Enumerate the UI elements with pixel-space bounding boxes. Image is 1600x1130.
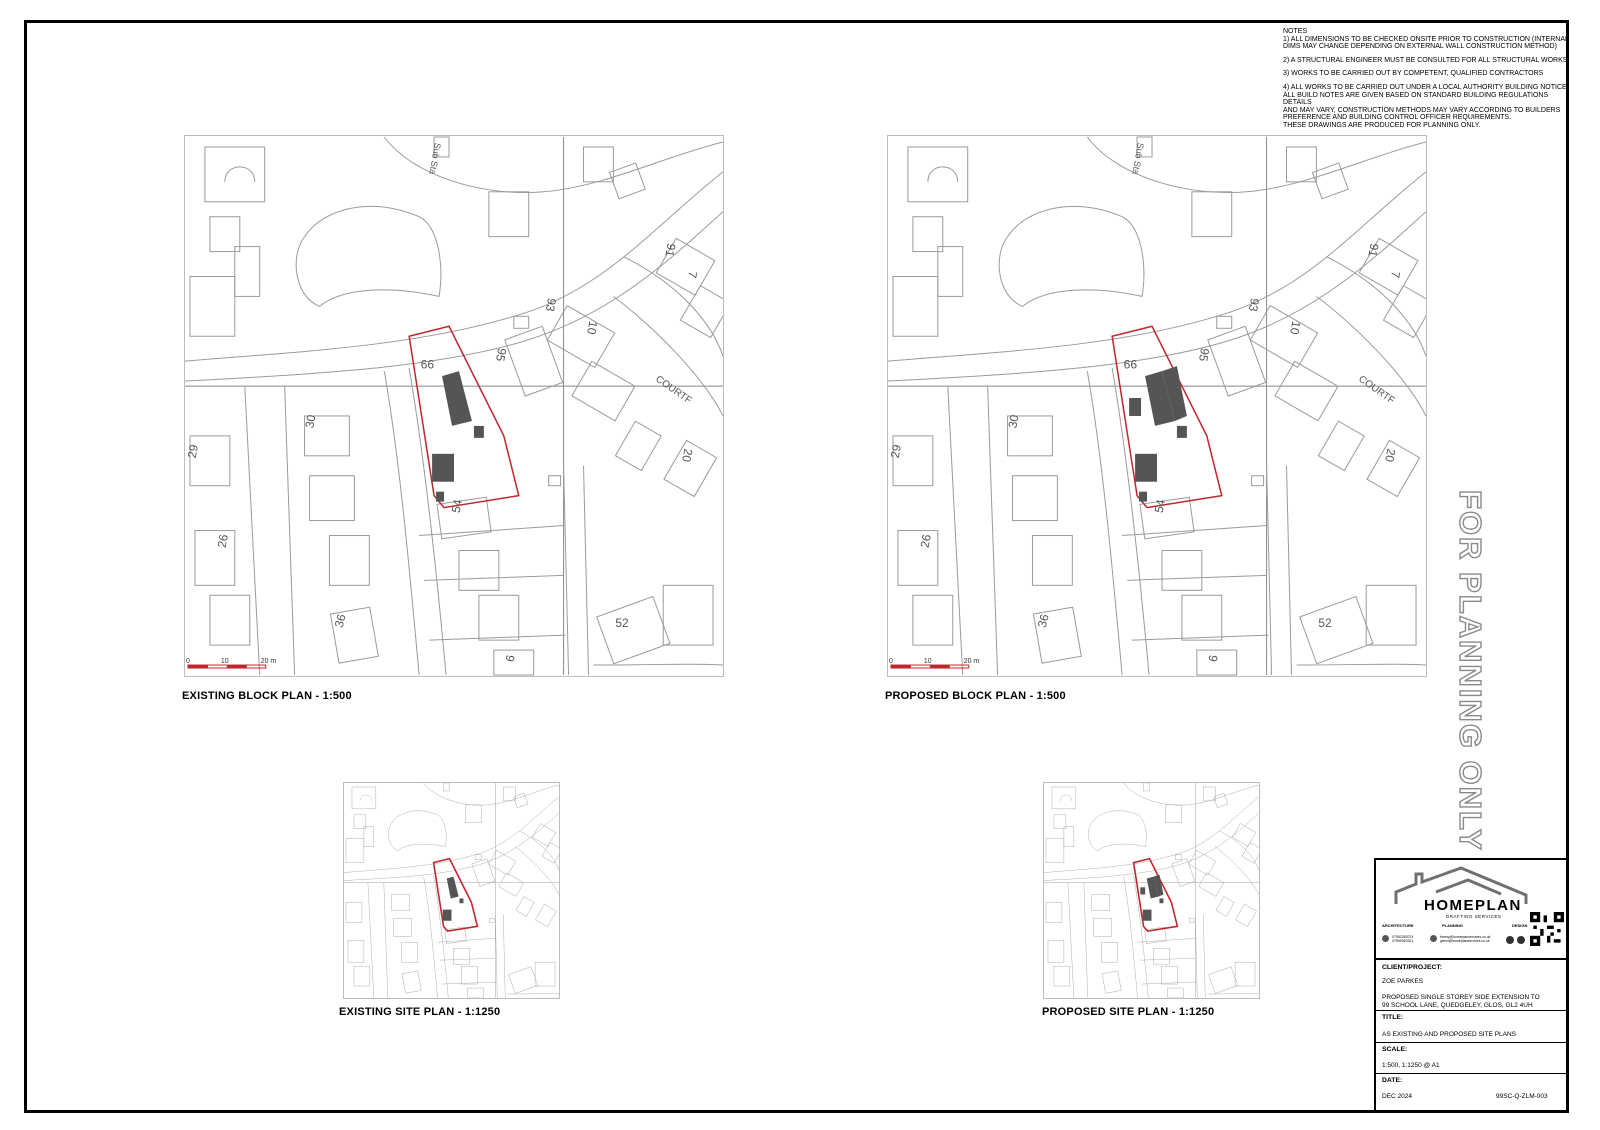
existing-block-plan-drawing <box>185 136 723 676</box>
plot-number: 10 <box>584 320 601 336</box>
plot-number: 10 <box>1287 320 1304 336</box>
scale-10: 10 <box>220 658 229 666</box>
scale-value: 1:500, 1:1250 @ A1 <box>1382 1062 1440 1069</box>
phone-1: 07552282074 <box>1392 935 1414 939</box>
project-description: PROPOSED SINGLE STOREY SIDE EXTENSION TO 99 SCHOOL LANE, QUEDGELEY, GLOS, GL2 4UH <box>1382 994 1540 1009</box>
plot-number: 30 <box>1005 413 1022 430</box>
date-value: DEC 2024 <box>1382 1093 1412 1100</box>
scale-label: SCALE: <box>1382 1046 1408 1053</box>
plot-number: 91 <box>1365 242 1382 258</box>
plot-number: 9 <box>1205 653 1221 663</box>
title-label: TITLE: <box>1382 1014 1404 1021</box>
email-icon <box>1430 935 1437 942</box>
proposed-site-plan-map <box>1043 782 1260 999</box>
note-1: 1) ALL DIMENSIONS TO BE CHECKED ONSITE PRIOR TO CONSTRUCTION (INTERNAL DIMS MAY CHANGE DEPENDING ON EXTERNAL WALL CONSTRUCTION METHOD) <box>1283 35 1569 51</box>
plot-number: 95 <box>493 346 510 363</box>
title-value: AS EXISTING AND PROPOSED SITE PLANS <box>1382 1031 1517 1038</box>
plot-number: 52 <box>1318 616 1332 631</box>
phone-numbers <box>1392 935 1413 943</box>
plot-number: 29 <box>888 443 904 460</box>
street-label: COURTF <box>653 373 694 407</box>
plot-number: 30 <box>302 413 319 430</box>
plot-number: 20 <box>1382 447 1399 464</box>
proposed-buildings <box>1140 875 1163 921</box>
plot-number: 26 <box>917 533 934 549</box>
divider <box>1376 1042 1566 1043</box>
plot-number: 29 <box>185 443 201 460</box>
plot-number: 93 <box>1245 297 1262 313</box>
phone-icon <box>1382 935 1389 942</box>
title-block <box>1374 858 1566 1110</box>
plot-number: 7 <box>1387 270 1403 280</box>
existing-site-plan-drawing <box>344 783 559 998</box>
phone-2: 07599363321 <box>1392 939 1414 944</box>
proposed-block-plan-map <box>887 135 1427 677</box>
note-2: 2) A STRUCTURAL ENGINEER MUST BE CONSULTED FOR ALL STRUCTURAL WORKS <box>1283 56 1568 64</box>
plot-number: 93 <box>542 297 559 313</box>
plot-number: 9 <box>502 653 518 663</box>
scale-0: 0 <box>888 658 893 666</box>
qr-code-icon <box>1530 912 1564 946</box>
facebook-icon <box>1506 936 1514 944</box>
plot-number: 95 <box>1196 346 1213 363</box>
plot-number: 54 <box>448 498 465 514</box>
substation-label: Sub Sta <box>1130 142 1146 176</box>
existing-site-plan-label: EXISTING SITE PLAN - 1:1250 <box>339 1006 501 1018</box>
client-name: ZOE PARKES <box>1382 978 1424 985</box>
scale-20: 20 m <box>260 658 277 666</box>
for-planning-only-stamp: FOR PLANNING ONLY <box>1453 490 1488 852</box>
plot-number: 36 <box>331 612 349 630</box>
scale-10: 10 <box>923 658 932 666</box>
existing-buildings <box>443 877 464 921</box>
existing-buildings <box>432 371 484 502</box>
existing-block-plan-label: EXISTING BLOCK PLAN - 1:500 <box>182 690 352 702</box>
divider <box>1376 1010 1566 1011</box>
existing-block-plan-map <box>184 135 724 677</box>
scale-bar <box>889 658 979 668</box>
client-label: CLIENT/PROJECT: <box>1382 964 1443 971</box>
plot-number: 20 <box>679 447 696 464</box>
plot-number: 99 <box>420 357 435 372</box>
email-1: timmy@homeplanservices.co.uk <box>1440 935 1491 939</box>
substation-label: Sub Sta <box>427 142 443 176</box>
company-logo-area <box>1376 860 1566 960</box>
email-2: glenn@homeplanservices.co.uk <box>1440 939 1490 944</box>
plot-number: 7 <box>684 270 700 280</box>
plot-number: 36 <box>1034 612 1052 630</box>
proposed-site-plan-drawing <box>1044 783 1259 998</box>
plot-number: 91 <box>662 242 679 258</box>
plot-number: 99 <box>1123 357 1138 372</box>
service-architecture: ARCHITECTURE <box>1382 923 1414 928</box>
plot-number: 26 <box>214 533 231 549</box>
plot-number: 52 <box>615 616 629 631</box>
instagram-icon <box>1517 936 1525 944</box>
notes-heading: NOTES <box>1283 28 1308 35</box>
proposed-block-plan-drawing <box>888 136 1426 676</box>
scale-20: 20 m <box>963 658 980 666</box>
scale-0: 0 <box>185 658 190 666</box>
service-planning: PLANNING <box>1442 923 1463 928</box>
email-addresses <box>1440 935 1490 943</box>
scale-bar <box>186 658 276 668</box>
note-4: 4) ALL WORKS TO BE CARRIED OUT UNDER A LOCAL AUTHORITY BUILDING NOTICE ALL BUILD NOTES ARE GIVEN BASED ON STANDARD BUILDING REGULATIONS DETAILS AND MAY VARY, CONSTRUCTION METHODS MAY VARY ACCORDING TO BUILDERS PREFERENCE AND BUILDING CONTROL OFFICER REQUIREMENTS. THESE DRAWINGS ARE PRODUCED FOR PLANNING ONLY. <box>1283 83 1567 129</box>
drawing-number: 99SC-Q-ZLM-003 <box>1496 1093 1548 1100</box>
brand-subtitle: DRAFTING SERVICES <box>1446 914 1502 919</box>
plot-number: 54 <box>1151 498 1168 514</box>
proposed-site-plan-label: PROPOSED SITE PLAN - 1:1250 <box>1042 1006 1215 1018</box>
brand-name: HOMEPLAN <box>1424 897 1522 914</box>
date-label: DATE: <box>1382 1077 1403 1084</box>
note-3: 3) WORKS TO BE CARRIED OUT BY COMPETENT, QUALIFIED CONTRACTORS <box>1283 70 1544 78</box>
street-label: COURTF <box>1356 373 1397 407</box>
existing-site-plan-map <box>343 782 560 999</box>
notes-panel <box>1283 28 1573 136</box>
service-design: DESIGN <box>1512 923 1528 928</box>
proposed-block-plan-label: PROPOSED BLOCK PLAN - 1:500 <box>885 690 1066 702</box>
divider <box>1376 1073 1566 1074</box>
